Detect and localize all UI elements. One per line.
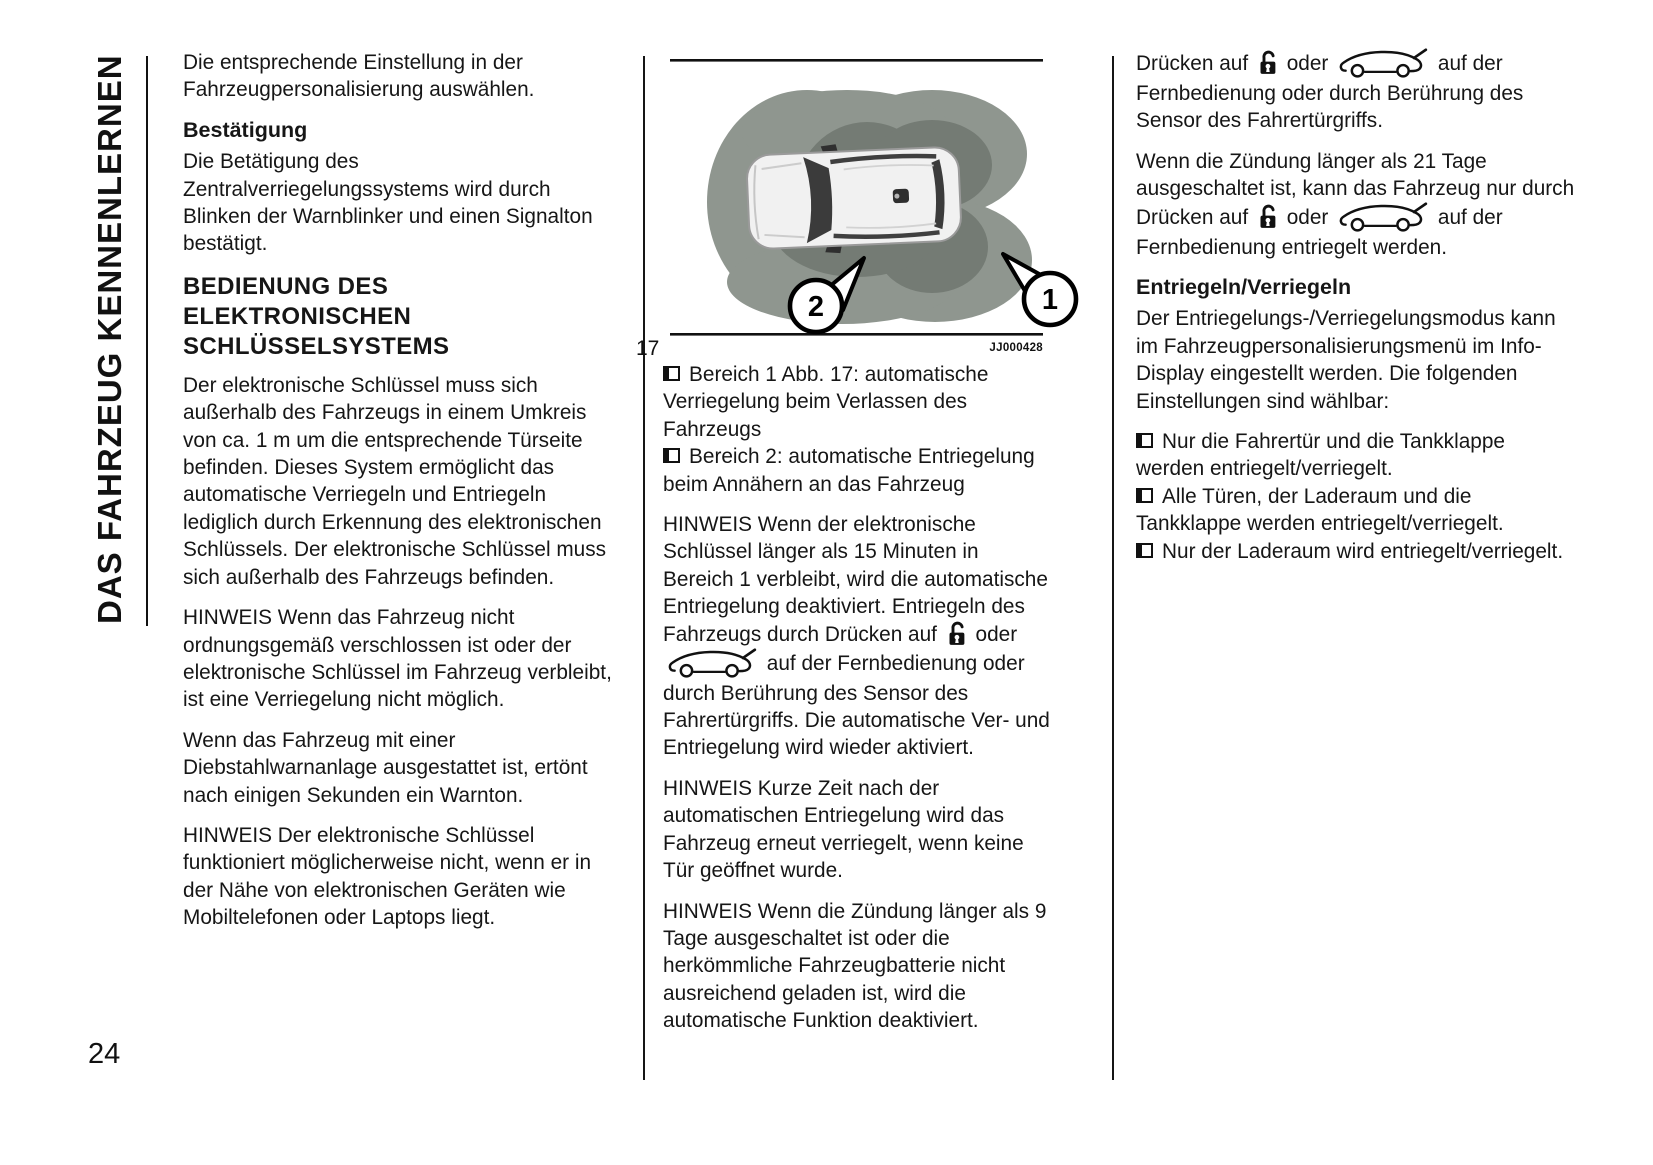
paragraph-setting: Die entsprechende Einstellung in der Fahrzeugpersonalisierung auswählen. <box>183 51 535 102</box>
list-item-label: Bereich 1 Abb. 17: automatische Verriegelung beim Verlassen des Fahrzeugs <box>663 363 989 441</box>
square-bullet-icon <box>1136 433 1153 448</box>
figure-code: JJ000428 <box>989 342 1043 354</box>
column-1 <box>183 49 617 945</box>
list-item <box>663 443 1051 498</box>
note-key-interference: HINWEIS Der elektronische Schlüssel funktioniert möglicherweise nicht, wenn er in der Nähe von elektronischen Geräten wie Mobiltelefonen oder Laptops liegt. <box>183 823 592 930</box>
column-3 <box>1136 49 1576 578</box>
figure-top-rule <box>670 59 1043 62</box>
square-bullet-icon <box>663 448 680 463</box>
note-15-minutes: HINWEIS Wenn der elektronische Schlüssel länger als 15 Minuten in Bereich 1 verbleibt, wird die automatische Entriegelung deaktiviert. Entriegeln des Fahrzeugs durch Drücken auf oder auf der Fernbedienung oder durch Berührung des Sensor des Fahrertürgriffs. Die automatische Ver- und Entriegelung wird wieder aktiviert. <box>663 513 1050 760</box>
zone-legend-list <box>663 361 1051 498</box>
note-lock-not-possible: HINWEIS Wenn das Fahrzeug nicht ordnungsgemäß verschlossen ist oder der elektronische Schlüssel im Fahrzeug verbleibt, ist eine Verriegelung nicht möglich. <box>183 606 612 712</box>
settings-options-list <box>1136 428 1576 565</box>
unlock-icon <box>946 620 967 647</box>
note-9-days: HINWEIS Wenn die Zündung länger als 9 Tage ausgeschaltet ist oder die herkömmliche Fahrzeugbatterie nicht ausreichend geladen ist, wird die automatische Funktion deaktiviert. <box>663 899 1047 1033</box>
figure-17-keyless-zones <box>632 57 1092 341</box>
list-item <box>663 361 1051 443</box>
car-top-view <box>746 139 963 257</box>
paragraph-bestaetigung: Die Betätigung des Zentralverriegelungssystems wird durch Blinken der Warnblinker und einen Signalton bestätigt. <box>183 150 593 256</box>
figure-caption-row <box>636 337 1043 361</box>
paragraph-21-days: Wenn die Zündung länger als 21 Tage ausgeschaltet ist, kann das Fahrzeug nur durch Drücken auf oder auf der Fernbedienung entriegelt werden. <box>1136 149 1575 259</box>
subheading-entriegeln-verriegeln: Entriegeln/Verriegeln <box>1136 275 1352 300</box>
list-item-label: Nur der Laderaum wird entriegelt/verriegelt. <box>1162 539 1564 563</box>
square-bullet-icon <box>1136 543 1153 558</box>
column-2 <box>663 361 1051 1048</box>
square-bullet-icon <box>1136 488 1153 503</box>
paragraph-key-range: Der elektronische Schlüssel muss sich außerhalb des Fahrzeugs in einem Umkreis von ca. 1 m um die entsprechende Türseite befinden. Dieses System ermöglicht das automatische Verriegeln und Entriegeln lediglich durch Erkennung des elektronischen Schlüssels. Der elektronische Schlüssel muss sich außerhalb des Fahrzeugs befinden. <box>183 373 607 589</box>
svg-text:1: 1 <box>1041 284 1059 316</box>
figure-bottom-rule <box>670 333 1043 336</box>
list-item-label: Nur die Fahrertür und die Tankklappe werden entriegelt/verriegelt. <box>1136 430 1505 481</box>
car-open-tailgate-icon <box>1337 201 1429 232</box>
paragraph-unlock-remote: Drücken auf oder auf der Fernbedienung oder durch Berührung des Sensor des Fahrertürgriffs. <box>1136 49 1576 135</box>
square-bullet-icon <box>663 366 680 381</box>
list-item <box>1136 538 1576 565</box>
subheading-bestaetigung: Bestätigung <box>183 117 308 142</box>
page-number: 24 <box>88 1038 121 1070</box>
car-open-tailgate-icon <box>666 647 758 678</box>
list-item-label: Alle Türen, der Laderaum und die Tankklappe werden entriegelt/verriegelt. <box>1136 484 1504 536</box>
paragraph-mode-settings: Der Entriegelungs-/Verriegelungsmodus kann im Fahrzeugpersonalisierungsmenü im Info-Display eingestellt werden. Die folgenden Einstellungen sind wählbar: <box>1136 307 1556 413</box>
paragraph-alarm-warning: Wenn das Fahrzeug mit einer Diebstahlwarnanlage ausgestattet ist, ertönt nach einigen Sekunden ein Warnton. <box>183 728 588 807</box>
note-relock: HINWEIS Kurze Zeit nach der automatischen Entriegelung wird das Fahrzeug erneut verriegelt, wenn keine Tür geöffnet wurde. <box>663 776 1024 883</box>
car-open-tailgate-icon <box>1337 47 1429 78</box>
chapter-title-vertical: DAS FAHRZEUG KENNENLERNEN <box>91 54 128 624</box>
list-item <box>1136 428 1576 483</box>
list-item-label: Bereich 2: automatische Entriegelung beim Annähern an das Fahrzeug <box>663 445 1035 496</box>
column-divider-right <box>1112 56 1114 1080</box>
unlock-icon <box>1257 49 1278 76</box>
list-item <box>1136 483 1576 538</box>
unlock-icon <box>1257 203 1278 230</box>
figure-number: 17 <box>636 337 660 360</box>
chapter-divider-line <box>146 56 148 626</box>
section-heading-bedienung: BEDIENUNG DES ELEKTRONISCHEN SCHLÜSSELSYSTEMS <box>183 272 450 360</box>
svg-text:2: 2 <box>807 291 825 323</box>
